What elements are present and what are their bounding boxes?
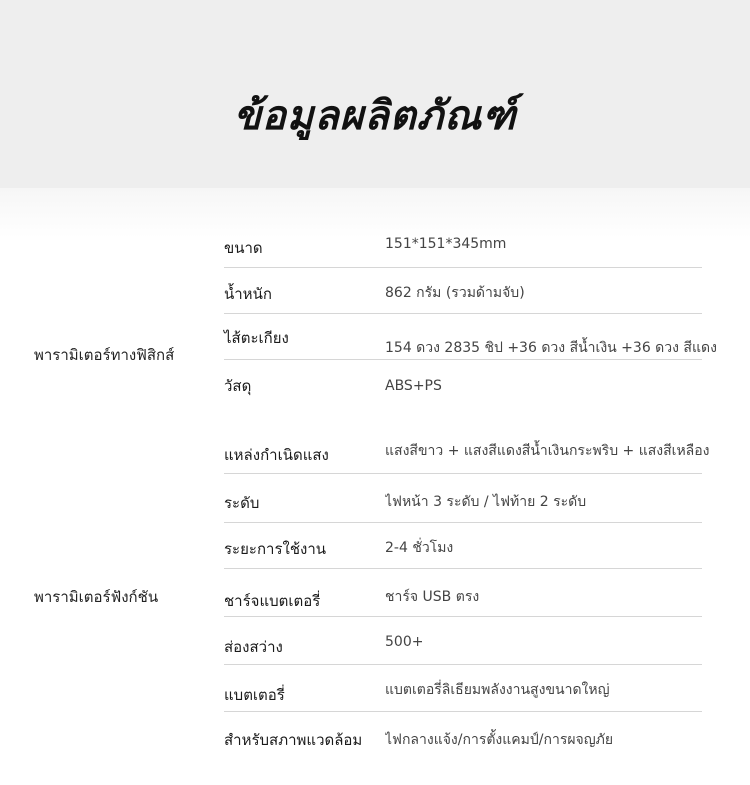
group-label-physical: พารามิเตอร์ทางฟิสิกส์ (34, 346, 175, 364)
spec-row-weight (224, 274, 702, 314)
spec-value: ไฟกลางแจ้ง/การตั้งแคมป์/การผจญภัย (385, 732, 614, 748)
spec-value: แสงสีขาว + แสงสีแดงสีน้ำเงินกระพริบ + แสงสีเหลือง (385, 443, 710, 459)
spec-label: วัสดุ (224, 377, 252, 395)
spec-value: แบตเตอรี่ลิเธียมพลังงานสูงขนาดใหญ่ (385, 682, 610, 698)
spec-value: ไฟหน้า 3 ระดับ / ไฟท้าย 2 ระดับ (385, 494, 587, 510)
spec-label: น้ำหนัก (224, 285, 272, 303)
row-divider (224, 267, 702, 268)
spec-label: แหล่งกำเนิดแสง (224, 446, 329, 464)
row-divider (224, 313, 702, 314)
spec-row-runtime (224, 529, 702, 569)
spec-label: ส่องสว่าง (224, 638, 283, 656)
spec-label: ขนาด (224, 239, 263, 257)
spec-value: 2-4 ชั่วโมง (385, 540, 454, 556)
page-title: ข้อมูลผลิตภัณฑ์ (233, 93, 517, 139)
row-divider (224, 616, 702, 617)
row-divider (224, 711, 702, 712)
spec-label: สำหรับสภาพแวดล้อม (224, 731, 363, 749)
spec-row-battery (224, 672, 702, 712)
spec-row-size (224, 228, 702, 268)
row-divider (224, 664, 702, 665)
spec-label: ชาร์จแบตเตอรี่ (224, 592, 321, 610)
spec-row-material (224, 366, 702, 406)
row-divider (224, 359, 702, 360)
row-divider (224, 473, 702, 474)
spec-value: 154 ดวง 2835 ชิป +36 ดวง สีน้ำเงิน +36 ดวง สีแดง (385, 340, 717, 356)
spec-value: 151*151*345mm (385, 236, 507, 252)
spec-label: ระดับ (224, 494, 260, 512)
spec-value: 862 กรัม (รวมด้ามจับ) (385, 285, 525, 301)
spec-row-charging (224, 577, 702, 617)
spec-row-levels (224, 483, 702, 523)
spec-value: 500+ (385, 634, 424, 650)
spec-row-wick (224, 320, 717, 360)
row-divider (224, 568, 702, 569)
spec-label: แบตเตอรี่ (224, 686, 285, 704)
spec-value: ชาร์จ USB ตรง (385, 589, 480, 605)
spec-row-brightness (224, 625, 702, 665)
spec-row-environment (224, 720, 702, 760)
group-label-functional: พารามิเตอร์ฟังก์ชัน (34, 588, 159, 606)
spec-value: ABS+PS (385, 378, 442, 394)
spec-row-light-source (224, 434, 710, 474)
spec-label: ระยะการใช้งาน (224, 540, 327, 558)
row-divider (224, 522, 702, 523)
spec-label: ไส้ตะเกียง (224, 329, 289, 347)
